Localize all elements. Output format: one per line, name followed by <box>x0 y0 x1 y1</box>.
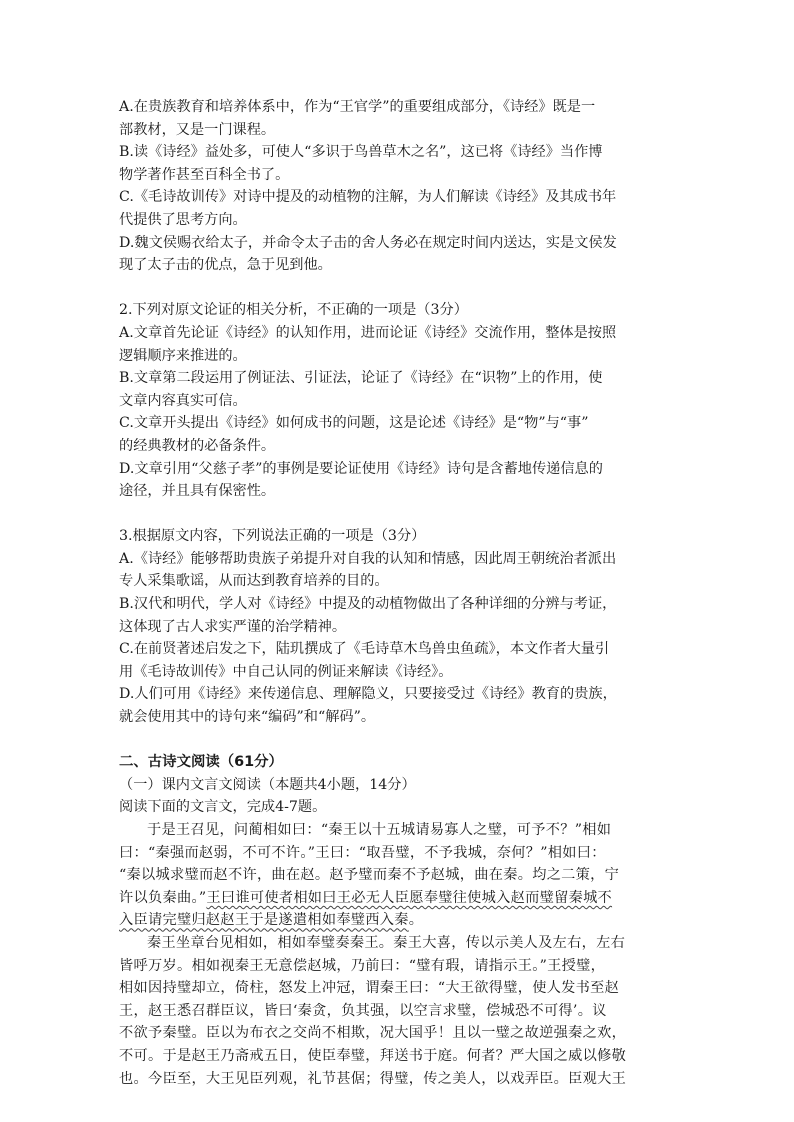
question-stem: 2.下列对原文论证的相关分析，不正确的一项是（3分） <box>119 302 468 319</box>
passage-line <box>119 909 679 932</box>
text-line: 部教材，又是一门课程。 <box>119 121 276 138</box>
text-line: D.魏文侯赐衣给太子，并命令太子击的舍人务必在规定时间内送达，实是文侯发 <box>119 234 617 251</box>
text-line: 就会使用其中的诗句来“编码”和“解码”。 <box>119 709 376 726</box>
passage-line: 于是王召见，问蔺相如曰：“秦王以十五城请易寡人之璧，可予不？”相如 <box>147 822 612 838</box>
question-1-options <box>119 96 679 277</box>
passage-text: 。 <box>408 912 424 929</box>
text-line: B.文章第二段运用了例证法、引证法，论证了《诗经》在“识物”上的作用，使 <box>119 370 603 387</box>
blank-line <box>119 729 679 752</box>
text-line: 代提供了思考方向。 <box>119 211 247 228</box>
passage-line: 王，赵王悉召群臣议，皆曰‘秦贪，负其强，以空言求璧，偿城恐不可得’。议 <box>119 1002 607 1019</box>
text-line: 专人采集歌谣，从而达到教育培养的目的。 <box>119 573 389 590</box>
text-line: B.汉代和明代，学人对《诗经》中提及的动植物做出了各种详细的分辨与考证， <box>119 596 617 613</box>
question-2 <box>119 299 679 502</box>
passage-line: 曰：“秦强而赵弱，不可不许。”王曰：“取吾璧，不予我城，奈何？”相如曰： <box>119 844 606 861</box>
text-line: B.读《诗经》益处多，可使人“多识于鸟兽草木之名”，这已将《诗经》当作博 <box>119 144 603 161</box>
passage-line: 秦王坐章台见相如，相如奉璧奏秦王。秦王大喜，传以示美人及左右，左右 <box>147 934 626 951</box>
passage-line: 不可。于是赵王乃斋戒五日，使臣奉璧，拜送书于庭。何者？严大国之威以修敬 <box>119 1047 627 1064</box>
passage-line: 不欲予秦璧。臣以为布衣之交尚不相欺，况大国乎！且以一璧之故逆强秦之欢， <box>119 1025 627 1042</box>
text-line: 文章内容真实可信。 <box>119 392 247 409</box>
passage-line: 皆呼万岁。相如视秦王无意偿赵城，乃前曰：“璧有瑕，请指示王。”王授璧， <box>119 957 606 974</box>
subsection-heading: （一）课内文言文阅读（本题共4小题，14分） <box>119 776 416 793</box>
passage-line: 相如因持璧却立，倚柱，怒发上冲冠，谓秦王曰：“大王欲得璧，使人发书至赵 <box>119 980 620 997</box>
text-line: 这体现了古人求实严谨的治学精神。 <box>119 618 347 635</box>
instruction-text: 阅读下面的文言文，完成4-7题。 <box>119 799 327 816</box>
passage-text: 许以负秦曲。” <box>119 889 207 906</box>
text-line: A.在贵族教育和培养体系中，作为“王官学”的重要组成部分，《诗经》既是一 <box>119 99 596 115</box>
question-stem: 3.根据原文内容，下列说法正确的一项是（3分） <box>119 528 426 545</box>
text-line: A.文章首先论证《诗经》的认知作用，进而论证《诗经》交流作用，整体是按照 <box>119 324 617 341</box>
text-line: C.文章开头提出《诗经》如何成书的问题，这是论述《诗经》是“物”与“事” <box>119 415 589 432</box>
wavy-underlined-text: 王曰谁可使者相如曰王必无人臣愿奉璧往使城入赵而璧留秦城不 <box>206 889 613 906</box>
text-line: 的经典教材的必备条件。 <box>119 437 276 454</box>
section-2 <box>119 751 679 819</box>
passage-line: 也。今臣至，大王见臣列观，礼节甚倨；得璧，传之美人，以戏弄臣。臣观大王 <box>119 1070 627 1087</box>
text-line: C.在前贤著述启发之下，陆玑撰成了《毛诗草木鸟兽虫鱼疏》，本文作者大量引 <box>119 641 610 658</box>
text-line: A.《诗经》能够帮助贵族子弟提升对自我的认知和情感，因此周王朝统治者派出 <box>119 550 617 567</box>
blank-line <box>119 503 679 526</box>
passage-line: “秦以城求璧而赵不许，曲在赵。赵予璧而秦不予赵城，曲在秦。均之二策，宁 <box>119 867 620 884</box>
text-line: D.人们可用《诗经》来传递信息、理解隐义，只要接受过《诗经》教育的贵族， <box>119 686 617 703</box>
text-line: D.文章引用“父慈子孝”的事例是要论证使用《诗经》诗句是含蓄地传递信息的 <box>119 460 603 477</box>
section-heading: 二、古诗文阅读（61分） <box>119 754 283 771</box>
question-3 <box>119 525 679 728</box>
text-line: 用《毛诗故训传》中自己认同的例证来解读《诗经》。 <box>119 663 453 680</box>
classical-passage <box>119 819 679 1090</box>
document-page <box>119 96 679 1090</box>
wavy-underlined-text: 入臣请完璧归赵赵王于是遂遣相如奉璧西入秦 <box>119 912 409 929</box>
text-line: 逻辑顺序来推进的。 <box>119 347 247 364</box>
blank-line <box>119 277 679 300</box>
text-line: 途径，并且具有保密性。 <box>119 483 276 500</box>
passage-line <box>119 887 679 910</box>
text-line: C.《毛诗故训传》对诗中提及的动植物的注解，为人们解读《诗经》及其成书年 <box>119 189 617 206</box>
text-line: 现了太子击的优点，急于见到他。 <box>119 257 332 274</box>
text-line: 物学著作甚至百科全书了。 <box>119 166 290 183</box>
